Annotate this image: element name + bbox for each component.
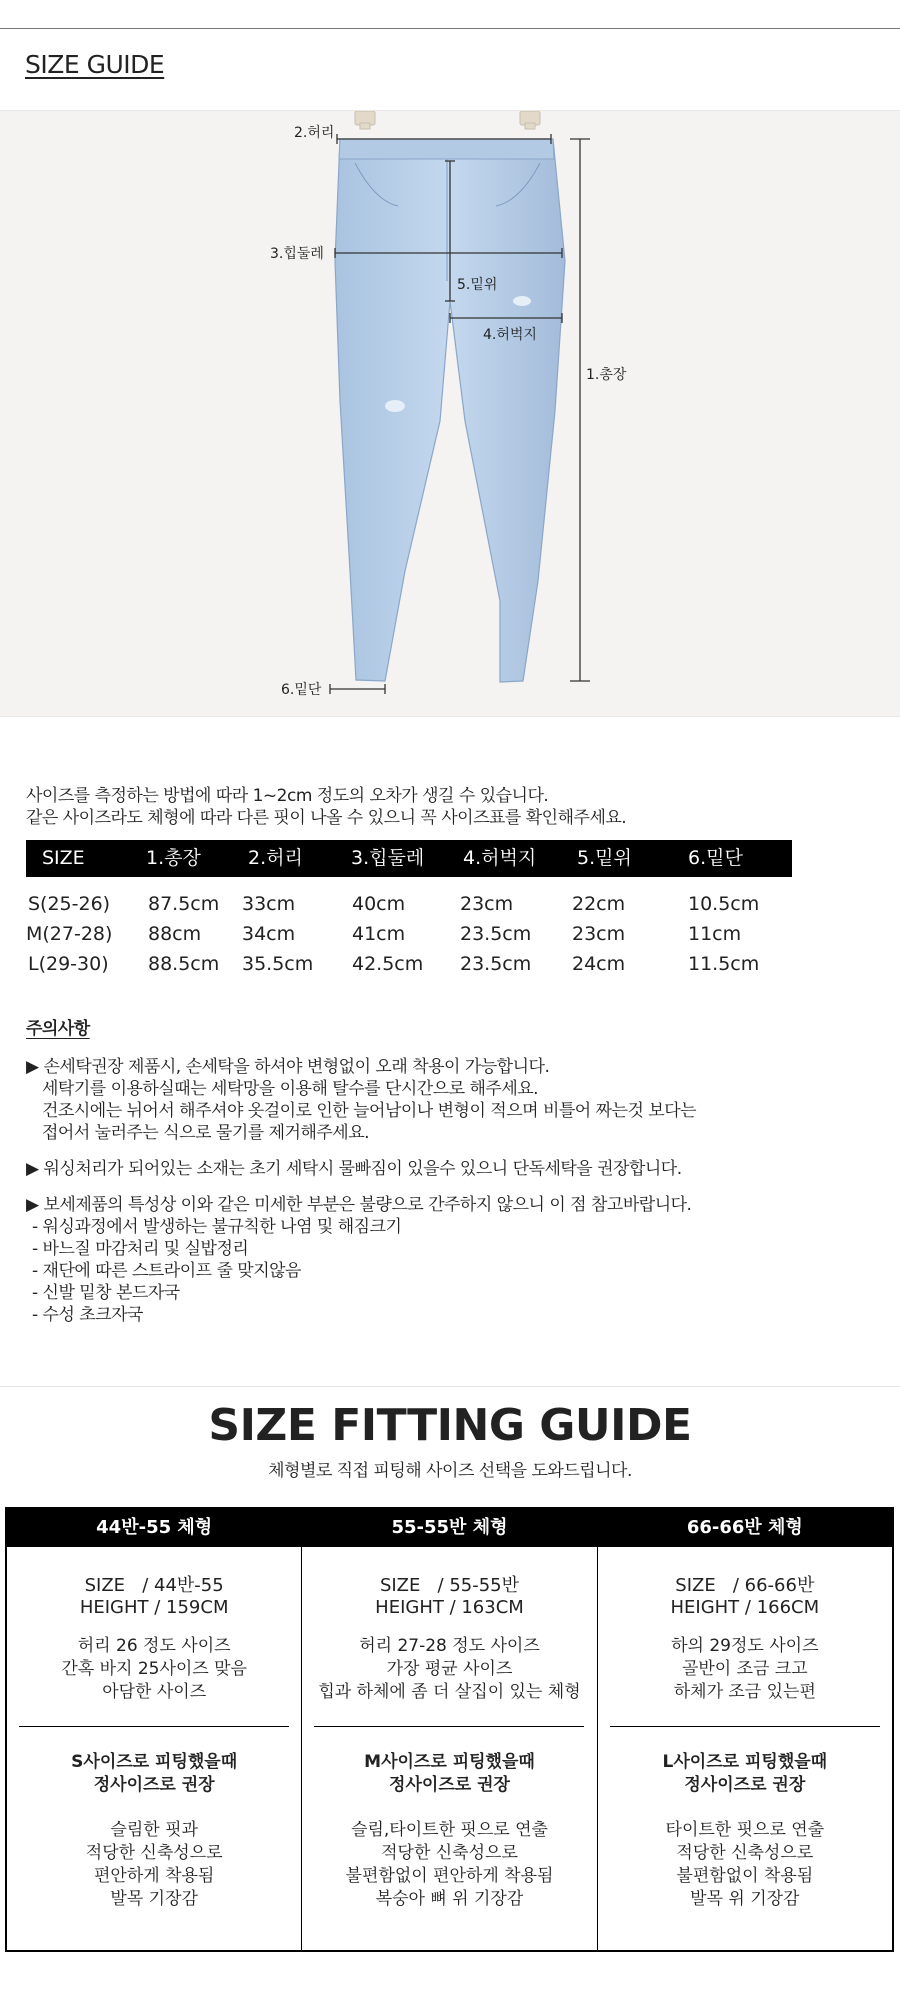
cell: 88cm: [148, 923, 202, 945]
rec-line: L사이즈로 피팅했을때: [662, 1752, 828, 1772]
rec-line: 정사이즈로 권장: [684, 1775, 806, 1795]
label-rise: 5.밑위: [457, 277, 498, 293]
note-line: - 재단에 따른 스트라이프 줄 맞지않음: [32, 1261, 301, 1281]
header-cell-waist: 2.허리: [248, 847, 303, 869]
cell: 40cm: [352, 893, 406, 915]
cell-size: S(25-26): [28, 893, 111, 915]
note-line: 세탁기를 이용하실때는 세탁망을 이용해 탈수를 단시간으로 해주세요.: [42, 1079, 539, 1099]
cell: 23.5cm: [460, 953, 532, 975]
fitting-column: [302, 1509, 597, 1950]
header-cell-length: 1.총장: [146, 847, 201, 869]
cell: 87.5cm: [148, 893, 220, 915]
desc-line: 하의 29정도 사이즈: [671, 1636, 819, 1656]
rec-line: S사이즈로 피팅했을때: [71, 1752, 238, 1772]
note-line: - 신발 밑창 본드자국: [32, 1283, 180, 1303]
fitting-spec: [302, 1575, 596, 1619]
notes-block-defects: [26, 1194, 696, 1326]
fitting-column-header: 66-66반 체형: [598, 1509, 892, 1547]
note-line: 건조시에는 뉘어서 해주셔야 옷걸이로 인한 늘어남이나 변형이 적으며 비틀어 짜는것 보다는: [42, 1101, 697, 1121]
feel-line: 발목 위 기장감: [690, 1889, 800, 1909]
column-divider: [610, 1726, 880, 1727]
notes-block-dye: [26, 1158, 696, 1180]
top-divider: [0, 28, 900, 29]
note-line: 접어서 눌러주는 식으로 물기를 제거해주세요.: [42, 1123, 370, 1143]
label-length: 1.총장: [586, 367, 627, 383]
body-description: [302, 1635, 596, 1704]
rec-line: M사이즈로 피팅했을때: [364, 1752, 535, 1772]
desc-line: 하체가 조금 있는편: [673, 1682, 816, 1702]
header-cell-thigh: 4.허벅지: [463, 847, 537, 869]
jeans-illustration: [0, 111, 900, 716]
size-recommendation: [598, 1751, 892, 1797]
cell: 23.5cm: [460, 923, 532, 945]
size-table: [26, 840, 792, 979]
feel-line: 적당한 신축성으로: [85, 1843, 223, 1863]
table-row: [26, 919, 792, 949]
cell: 23cm: [460, 893, 514, 915]
height-line: HEIGHT / 166CM: [670, 1597, 820, 1618]
fitting-guide-title: SIZE FITTING GUIDE: [208, 1400, 692, 1451]
column-divider: [314, 1726, 584, 1727]
header-cell-size: SIZE: [42, 847, 85, 869]
desc-line: 힙과 하체에 좀 더 살집이 있는 체형: [318, 1682, 581, 1702]
header-cell-hip: 3.힙둘레: [351, 847, 425, 869]
fitting-column-header: 55-55반 체형: [302, 1509, 596, 1547]
section-divider: [0, 1386, 900, 1387]
cell: 23cm: [572, 923, 626, 945]
size-line: SIZE / 44반-55: [84, 1575, 224, 1596]
note-line: - 워싱과정에서 발생하는 불규칙한 나염 및 해짐크기: [32, 1217, 402, 1237]
fitting-grid: [5, 1507, 894, 1952]
label-thigh: 4.허벅지: [483, 327, 537, 343]
desc-line: 가장 평균 사이즈: [386, 1659, 513, 1679]
feel-line: 불편함없이 착용됨: [676, 1866, 814, 1886]
size-guide-title: SIZE GUIDE: [25, 50, 165, 79]
fit-feel: [598, 1819, 892, 1911]
fitting-spec: [7, 1575, 301, 1619]
label-waist: 2.허리: [294, 125, 335, 141]
note-line: ▶ 보세제품의 특성상 이와 같은 미세한 부분은 불량으로 간주하지 않으니 이 점 참고바랍니다.: [26, 1195, 692, 1215]
cell: 11cm: [688, 923, 742, 945]
fitting-column: [7, 1509, 302, 1950]
notice-line: 사이즈를 측정하는 방법에 따라 1~2cm 정도의 오차가 생길 수 있습니다.: [26, 786, 549, 806]
desc-line: 허리 26 정도 사이즈: [77, 1636, 231, 1656]
feel-line: 편안하게 착용됨: [93, 1866, 215, 1886]
measurement-diagram: [0, 110, 900, 717]
rec-line: 정사이즈로 권장: [93, 1775, 215, 1795]
cell: 41cm: [352, 923, 406, 945]
desc-line: 아담한 사이즈: [102, 1682, 207, 1702]
fitting-column: [598, 1509, 892, 1950]
notes-block-washing: [26, 1056, 696, 1144]
feel-line: 슬림한 핏과: [110, 1820, 198, 1840]
table-row: [26, 949, 792, 979]
care-notes-title: 주의사항: [26, 1019, 90, 1039]
header-cell-rise: 5.밑위: [577, 847, 632, 869]
feel-line: 불편함없이 편안하게 착용됨: [345, 1866, 554, 1886]
fitting-guide-subtitle: 체형별로 직접 피팅해 사이즈 선택을 도와드립니다.: [268, 1461, 632, 1481]
cell: 34cm: [242, 923, 296, 945]
fitting-column-header: 44반-55 체형: [7, 1509, 301, 1547]
size-line: SIZE / 66-66반: [675, 1575, 815, 1596]
care-notes: [26, 1018, 696, 1326]
table-row: [26, 889, 792, 919]
size-line: SIZE / 55-55반: [379, 1575, 520, 1596]
size-recommendation: [302, 1751, 596, 1797]
feel-line: 적당한 신축성으로: [381, 1843, 518, 1863]
size-recommendation: [7, 1751, 301, 1797]
height-line: HEIGHT / 163CM: [375, 1597, 524, 1618]
desc-line: 골반이 조금 크고: [681, 1659, 808, 1679]
cell: 88.5cm: [148, 953, 220, 975]
height-line: HEIGHT / 159CM: [79, 1597, 229, 1618]
fit-feel: [302, 1819, 596, 1911]
cell-size: M(27-28): [26, 923, 113, 945]
fitting-spec: [598, 1575, 892, 1619]
rec-line: 정사이즈로 권장: [389, 1775, 510, 1795]
notice-line: 같은 사이즈라도 체형에 따라 다른 핏이 나올 수 있으니 꼭 사이즈표를 확인해주세요.: [26, 808, 627, 828]
desc-line: 허리 27-28 정도 사이즈: [359, 1636, 540, 1656]
cell: 33cm: [242, 893, 296, 915]
desc-line: 간혹 바지 25사이즈 맞음: [61, 1659, 247, 1679]
note-line: - 바느질 마감처리 및 실밥정리: [32, 1239, 249, 1259]
hanger-clips: [355, 111, 540, 129]
fit-feel: [7, 1819, 301, 1911]
size-table-header: [26, 840, 792, 877]
measurement-notice: [26, 785, 626, 829]
header-cell-hem: 6.밑단: [688, 847, 743, 869]
feel-line: 발목 기장감: [110, 1889, 198, 1909]
cell: 11.5cm: [688, 953, 760, 975]
body-description: [7, 1635, 301, 1704]
cell: 10.5cm: [688, 893, 760, 915]
cell: 42.5cm: [352, 953, 424, 975]
body-description: [598, 1635, 892, 1704]
feel-line: 적당한 신축성으로: [676, 1843, 814, 1863]
note-line: - 수성 초크자국: [32, 1305, 143, 1325]
label-hem: 6.밑단: [281, 682, 322, 698]
cell: 24cm: [572, 953, 626, 975]
note-line: ▶ 손세탁권장 제품시, 손세탁을 하셔야 변형없이 오래 착용이 가능합니다.: [26, 1057, 550, 1077]
column-divider: [19, 1726, 289, 1727]
cell: 22cm: [572, 893, 626, 915]
feel-line: 타이트한 핏으로 연출: [665, 1820, 825, 1840]
feel-line: 복숭아 뼈 위 기장감: [375, 1889, 524, 1909]
cell-size: L(29-30): [28, 953, 109, 975]
cell: 35.5cm: [242, 953, 314, 975]
feel-line: 슬림,타이트한 핏으로 연출: [351, 1820, 548, 1840]
note-line: ▶ 워싱처리가 되어있는 소재는 초기 세탁시 물빠짐이 있을수 있으니 단독세탁을 권장합니다.: [26, 1159, 682, 1179]
label-hip: 3.힙둘레: [270, 246, 324, 262]
